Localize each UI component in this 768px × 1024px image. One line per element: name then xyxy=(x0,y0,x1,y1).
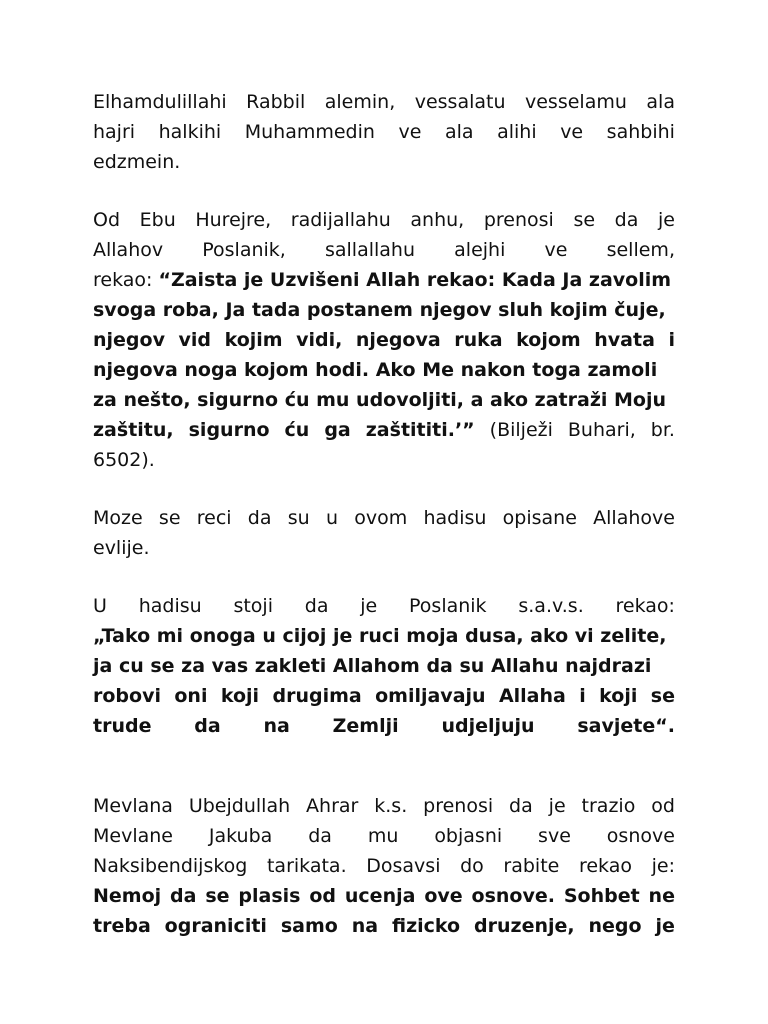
word: hadisu xyxy=(423,507,487,529)
word: ala xyxy=(444,121,474,143)
word: k.s. xyxy=(374,795,408,817)
word: Jakuba xyxy=(208,825,273,847)
word: Allaha xyxy=(498,685,566,707)
word: ucenja xyxy=(344,885,416,907)
word: hadisu xyxy=(138,595,202,617)
word: Poslanik, xyxy=(202,239,286,261)
word: fizicko xyxy=(392,915,461,937)
word: je xyxy=(655,915,675,937)
word: sellem, xyxy=(606,239,675,261)
hadith-quote: “Zaista je Uzvišeni Allah rekao: Kada Ja zavolim xyxy=(158,269,672,291)
word: Sohbet xyxy=(563,885,640,907)
word: anhu, xyxy=(410,209,465,231)
word: je: xyxy=(651,855,675,877)
word: Rabbil xyxy=(246,91,306,113)
word: tarikata. xyxy=(266,855,347,877)
text-line: edzmein. xyxy=(93,151,181,173)
word: radijallahu xyxy=(290,209,391,231)
text-line xyxy=(93,265,675,295)
word: alemin, xyxy=(324,91,396,113)
word: su xyxy=(287,507,310,529)
citation: (Bilježi xyxy=(489,419,553,441)
word: ograniciti xyxy=(164,915,267,937)
text-line xyxy=(93,235,675,265)
word: vid xyxy=(178,329,212,351)
word: da xyxy=(304,595,329,617)
word: Mevlane xyxy=(93,825,173,847)
hadith-quote-line: „Tako mi onoga u cijoj je ruci moja dusa, ako vi zelite, xyxy=(93,625,667,647)
word: je xyxy=(360,595,378,617)
word: objasni xyxy=(434,825,503,847)
word: U xyxy=(93,595,107,617)
citation: 6502). xyxy=(93,449,155,471)
word: da xyxy=(170,885,197,907)
word: ga xyxy=(324,419,351,441)
word: samo xyxy=(280,915,338,937)
word: se xyxy=(205,885,230,907)
word: plasis xyxy=(238,885,301,907)
bold-text-line xyxy=(93,881,675,911)
hadith-quote-line: svoga roba, Ja tada postanem njegov sluh kojim čuje, xyxy=(93,299,666,321)
word: Dosavsi xyxy=(366,855,441,877)
word: ne xyxy=(648,885,675,907)
word: s.a.v.s. xyxy=(518,595,584,617)
word: se xyxy=(573,209,596,231)
word: njegov xyxy=(93,329,165,351)
word: vesselamu xyxy=(525,91,627,113)
word: sallallahu xyxy=(324,239,416,261)
hadith-quote-line: za nešto, sigurno ću mu udovoljiti, a ako zatraži Moju xyxy=(93,389,667,411)
word: Nemoj xyxy=(93,885,162,907)
word: ve xyxy=(544,239,568,261)
word: stoji xyxy=(233,595,273,617)
word: rekao: xyxy=(615,595,675,617)
word: Poslanik xyxy=(409,595,487,617)
word: alejhi xyxy=(454,239,506,261)
word: Naksibendijskog xyxy=(93,855,248,877)
bold-text-line xyxy=(93,911,675,941)
word: da xyxy=(509,795,533,817)
word: prenosi xyxy=(483,209,554,231)
word: treba xyxy=(93,915,151,937)
word: zaštitu, xyxy=(93,419,174,441)
word: da xyxy=(308,825,332,847)
word: da xyxy=(194,715,221,737)
word: alihi xyxy=(497,121,537,143)
word: na xyxy=(351,915,379,937)
word: nego xyxy=(588,915,642,937)
word: ću xyxy=(284,419,310,441)
word: drugima xyxy=(272,685,362,707)
text-line xyxy=(93,503,675,533)
hadith-quote-line: ja cu se za vas zakleti Allahom da su Allahu najdrazi xyxy=(93,655,652,677)
word: ove xyxy=(424,885,463,907)
text-line xyxy=(93,415,675,445)
word: Moze xyxy=(93,507,143,529)
word: kojim xyxy=(224,329,283,351)
word: na xyxy=(263,715,290,737)
word: osnove. xyxy=(471,885,555,907)
word: ala xyxy=(646,91,675,113)
word: da xyxy=(247,507,272,529)
hadith-quote-line xyxy=(93,711,675,741)
word: omiljavaju xyxy=(375,685,486,707)
word: Allahove xyxy=(593,507,675,529)
word: trude xyxy=(93,715,152,737)
word: se xyxy=(158,507,181,529)
word: Muhammedin xyxy=(244,121,375,143)
word: kojom xyxy=(516,329,581,351)
word: i xyxy=(668,329,675,351)
text-line xyxy=(93,591,675,621)
word: Ebu xyxy=(139,209,176,231)
word: od xyxy=(651,795,675,817)
text-line xyxy=(93,117,675,147)
word: ovom xyxy=(354,507,408,529)
word: koji xyxy=(220,685,260,707)
text-line xyxy=(93,87,675,117)
text-line xyxy=(93,821,675,851)
word: hvata xyxy=(594,329,655,351)
word: i xyxy=(579,685,586,707)
word: Ubejdullah xyxy=(188,795,291,817)
word: se xyxy=(650,685,675,707)
word: savjete“. xyxy=(577,715,675,737)
word: Ahrar xyxy=(306,795,359,817)
word: od xyxy=(309,885,337,907)
word: prenosi xyxy=(423,795,494,817)
text-line xyxy=(93,851,675,881)
word: Elhamdulillahi xyxy=(93,91,227,113)
word: robovi xyxy=(93,685,161,707)
word: rekao xyxy=(578,855,632,877)
word: mu xyxy=(367,825,399,847)
citation: br. xyxy=(650,419,675,441)
word: druzenje, xyxy=(474,915,575,937)
word: hajri xyxy=(93,121,136,143)
word: reci xyxy=(196,507,232,529)
word: ve xyxy=(560,121,584,143)
word: Od xyxy=(93,209,121,231)
hadith-quote-line: njegova noga kojom hodi. Ako Me nakon toga zamoli xyxy=(93,359,658,381)
word: zaštititi.’” xyxy=(365,419,475,441)
text-line xyxy=(93,791,675,821)
word: Mevlana xyxy=(93,795,173,817)
citation: Buhari, xyxy=(567,419,636,441)
word: opisane xyxy=(502,507,577,529)
word: Allahov xyxy=(93,239,164,261)
word: Hurejre, xyxy=(195,209,272,231)
word: Zemlji xyxy=(332,715,399,737)
word: sigurno xyxy=(188,419,270,441)
hadith-quote-line xyxy=(93,681,675,711)
word: vidi, xyxy=(296,329,343,351)
text-line xyxy=(93,205,675,235)
word: je xyxy=(548,795,566,817)
word: sve xyxy=(538,825,571,847)
word: trazio xyxy=(581,795,636,817)
text-line: evlije. xyxy=(93,537,150,559)
word: rabite xyxy=(503,855,560,877)
word: je xyxy=(657,209,675,231)
word: da xyxy=(614,209,639,231)
word: ruka xyxy=(454,329,503,351)
word: njegova xyxy=(355,329,441,351)
quote-intro: rekao: xyxy=(93,269,159,291)
word: do xyxy=(460,855,484,877)
word: u xyxy=(325,507,338,529)
word: osnove xyxy=(606,825,675,847)
word: ve xyxy=(398,121,422,143)
word: sahbihi xyxy=(606,121,675,143)
hadith-quote-line xyxy=(93,325,675,355)
word: halkihi xyxy=(158,121,222,143)
word: oni xyxy=(174,685,208,707)
word: koji xyxy=(599,685,638,707)
word: vessalatu xyxy=(414,91,506,113)
word: udjeljuju xyxy=(441,715,535,737)
